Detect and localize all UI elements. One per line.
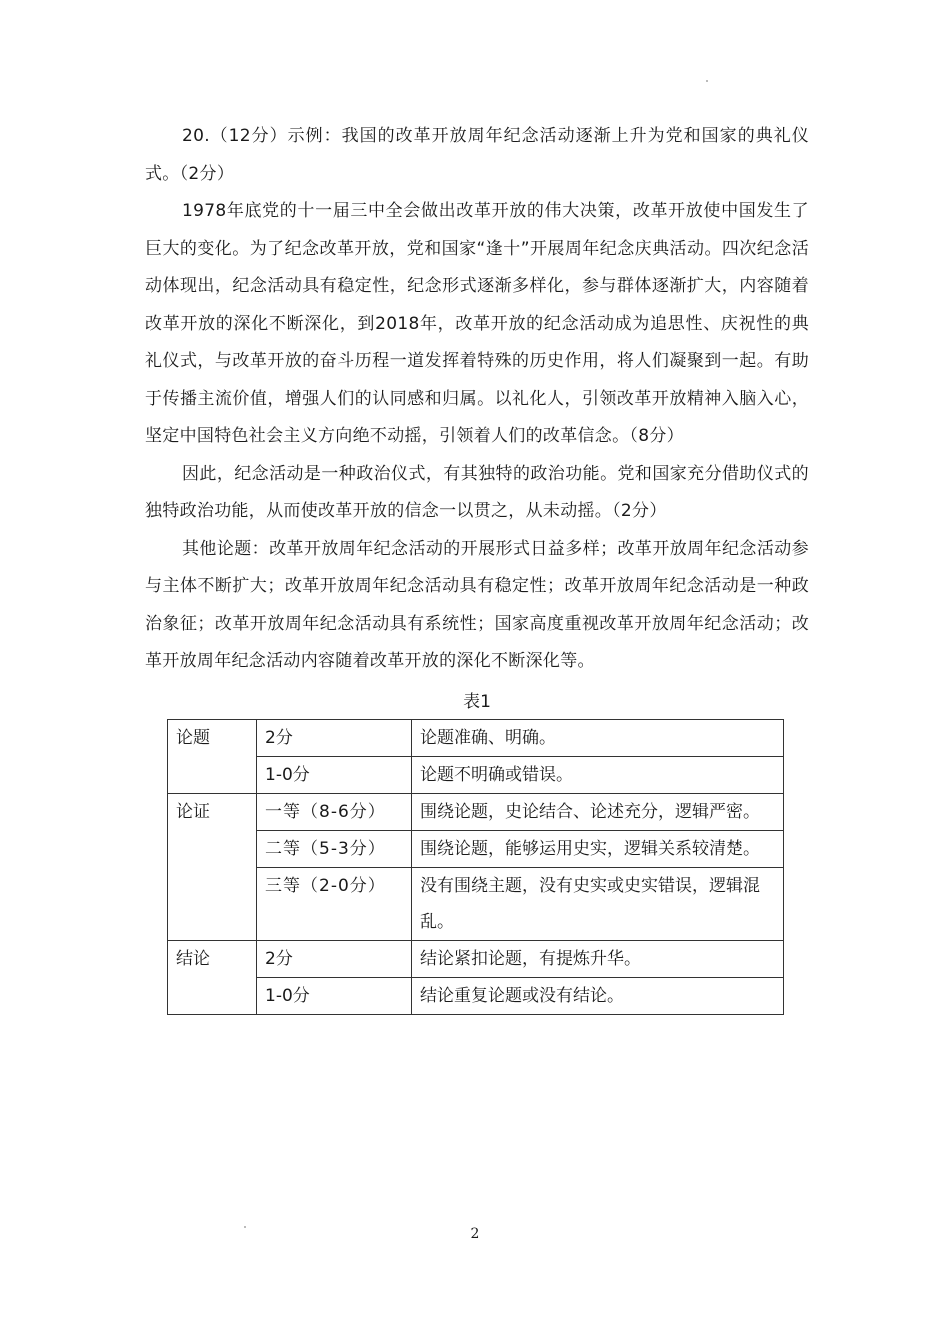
answer-paragraph-4: 其他论题：改革开放周年纪念活动的开展形式日益多样；改革开放周年纪念活动参与主体不断扩大；改革开放周年纪念活动具有稳定性；改革开放周年纪念活动是一种政治象征；改革开放周年纪念活动具有系统性；国家高度重视改革开放周年纪念活动；改革开放周年纪念活动内容随着改革开放的深化不断深化等。: [145, 538, 809, 671]
row-label-argument: 论证: [168, 793, 257, 940]
row-label-conclusion: 结论: [168, 940, 257, 1014]
table-row: [168, 719, 784, 756]
score-cell: 1-0分: [257, 977, 412, 1014]
table-row: [168, 793, 784, 830]
answer-paragraph-2: 1978年底党的十一届三中全会做出改革开放的伟大决策，改革开放使中国发生了巨大的变化。为了纪念改革开放，党和国家“逢十”开展周年纪念庆典活动。四次纪念活动体现出，纪念活动具有稳定性，纪念形式逐渐多样化，参与群体逐渐扩大，内容随着改革开放的深化不断深化，到2018年，改革开放的纪念活动成为追思性、庆祝性的典礼仪式，与改革开放的奋斗历程一道发挥着特殊的历史作用，将人们凝聚到一起。有助于传播主流价值，增强人们的认同感和归属。以礼化人，引领改革开放精神入脑入心，坚定中国特色社会主义方向绝不动摇，引领着人们的改革信念。（8分）: [145, 201, 809, 446]
table-row: [168, 940, 784, 977]
scoring-table: [167, 719, 784, 1015]
score-cell: 一等（8-6分）: [257, 793, 412, 830]
criteria-cell: 论题准确、明确。: [412, 719, 784, 756]
score-cell: 2分: [257, 719, 412, 756]
table-row: [168, 830, 784, 867]
table-row: [168, 756, 784, 793]
criteria-cell: 围绕论题，能够运用史实，逻辑关系较清楚。: [412, 830, 784, 867]
answer-paragraph-3: 因此，纪念活动是一种政治仪式，有其独特的政治功能。党和国家充分借助仪式的独特政治功能，从而使改革开放的信念一以贯之，从未动摇。（2分）: [145, 463, 809, 521]
criteria-cell: 没有围绕主题，没有史实或史实错误，逻辑混乱。: [412, 867, 784, 940]
score-cell: 二等（5-3分）: [257, 830, 412, 867]
table-row: [168, 867, 784, 940]
criteria-cell: 结论重复论题或没有结论。: [412, 977, 784, 1014]
row-label-topic: 论题: [168, 719, 257, 793]
score-cell: 三等（2-0分）: [257, 867, 412, 940]
document-body: [145, 118, 809, 1015]
criteria-cell: 论题不明确或错误。: [412, 756, 784, 793]
criteria-cell: 围绕论题，史论结合、论述充分，逻辑严密。: [412, 793, 784, 830]
table-caption: 表1: [463, 691, 491, 712]
corner-mark: [706, 80, 708, 82]
answer-paragraph-1: 20.（12分）示例：我国的改革开放周年纪念活动逐渐上升为党和国家的典礼仪式。（2分）: [145, 126, 809, 184]
criteria-cell: 结论紧扣论题，有提炼升华。: [412, 940, 784, 977]
score-cell: 2分: [257, 940, 412, 977]
score-cell: 1-0分: [257, 756, 412, 793]
page-number: 2: [470, 1226, 480, 1242]
table-row: [168, 977, 784, 1014]
